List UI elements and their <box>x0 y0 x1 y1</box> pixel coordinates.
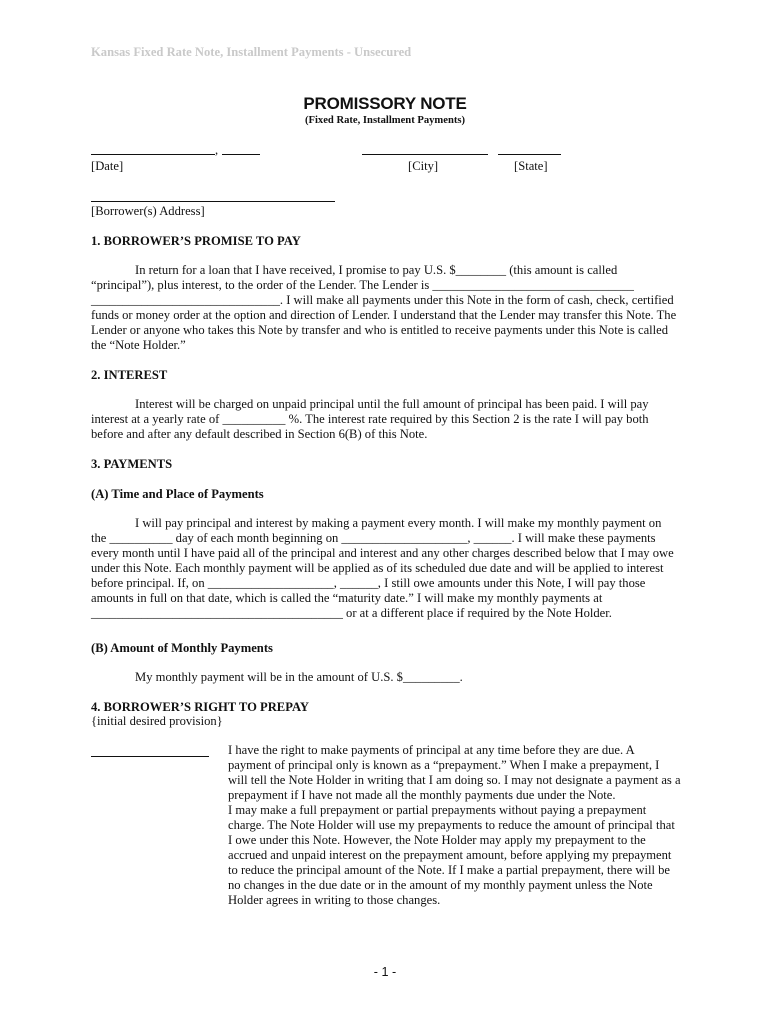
section2-line: before and after any default described in Section 6(B) of this Note. <box>91 427 428 441</box>
city-label: [City] <box>408 159 439 173</box>
section4-line: payment of principal only is known as a “prepayment.” When I make a prepayment, I <box>228 758 660 772</box>
section2-line: Interest will be charged on unpaid principal until the full amount of principal has been paid. I will pay <box>135 397 649 411</box>
section1-paragraph <box>91 263 681 353</box>
initial-blank-line[interactable] <box>91 756 209 757</box>
section4-line: Holder agrees in writing to those changes. <box>228 893 441 907</box>
section3b-heading: (B) Amount of Monthly Payments <box>91 641 273 655</box>
section4-paragraph <box>228 743 688 908</box>
section1-line: the “Note Holder.” <box>91 338 186 352</box>
date-blank-line[interactable] <box>91 154 215 155</box>
section3a-line: the __________ day of each month beginning on ____________________, ______. I will make these payments <box>91 531 656 545</box>
section1-line: Lender or anyone who takes this Note by transfer and who is entitled to receive payments under this Note is called <box>91 323 669 337</box>
section3-heading: 3. PAYMENTS <box>91 457 173 471</box>
section3a-line: ________________________________________ or at a different place if required by the Note Holder. <box>91 606 612 620</box>
section3a-line: every month until I have paid all of the principal and interest and any other charges described below that I may owe <box>91 546 674 560</box>
section4-line: charge. The Note Holder will use my prepayments to reduce the amount of principal that <box>228 818 675 832</box>
section1-line: ______________________________. I will make all payments under this Note in the form of cash, check, certified <box>91 293 674 307</box>
section2-line: interest at a yearly rate of __________ %. The interest rate required by this Section 2 is the rate I will pay both <box>91 412 649 426</box>
address-blank-line[interactable] <box>91 201 335 202</box>
address-label: [Borrower(s) Address] <box>91 204 205 218</box>
section1-line: funds or money order at the option and direction of Lender. I understand that the Lender may transfer this Note. The <box>91 308 677 322</box>
section3a-line: under this Note. Each monthly payment will be applied as of its scheduled due date and will be applied to interest <box>91 561 664 575</box>
city-blank-line[interactable] <box>362 154 488 155</box>
section4-line: I have the right to make payments of principal at any time before they are due. A <box>228 743 635 757</box>
section4-line: I owe under this Note. However, the Note Holder may apply my prepayment to the <box>228 833 646 847</box>
section1-line: In return for a loan that I have received, I promise to pay U.S. $________ (this amount is called <box>135 263 618 277</box>
running-header: Kansas Fixed Rate Note, Installment Payments - Unsecured <box>91 45 412 59</box>
section3b-paragraph <box>91 670 681 685</box>
date-comma: , <box>215 143 219 157</box>
section3a-line: amounts in full on that date, which is called the “maturity date.” I will make my monthly payments at <box>91 591 603 605</box>
section3a-line: before principal. If, on ____________________, ______, I still owe amounts under this Note, I will pay those <box>91 576 646 590</box>
section4-heading: 4. BORROWER’S RIGHT TO PREPAY <box>91 700 309 714</box>
section3b-line: My monthly payment will be in the amount of U.S. $_________. <box>135 670 463 684</box>
section4-line: I may make a full prepayment or partial prepayments without paying a prepayment <box>228 803 647 817</box>
section1-line: “principal”), plus interest, to the order of the Lender. The Lender is ________________________________ <box>91 278 634 292</box>
state-blank-line[interactable] <box>498 154 561 155</box>
section4-note: {initial desired provision} <box>91 714 223 728</box>
section4-line: prepayment if I have not made all the monthly payments due under the Note. <box>228 788 616 802</box>
state-label: [State] <box>514 159 548 173</box>
section4-line: will tell the Note Holder in writing that I am doing so. I may not designate a payment as a <box>228 773 681 787</box>
section3a-line: I will pay principal and interest by making a payment every month. I will make my monthly payment on <box>135 516 662 530</box>
document-title: PROMISSORY NOTE <box>303 94 467 113</box>
section1-heading: 1. BORROWER’S PROMISE TO PAY <box>91 234 301 248</box>
section4-line: to reduce the principal amount of the Note. If I make a partial prepayment, there will be <box>228 863 671 877</box>
section2-paragraph <box>91 397 681 442</box>
page-number: - 1 - <box>373 965 397 979</box>
date-label: [Date] <box>91 159 124 173</box>
year-blank-line[interactable] <box>222 154 260 155</box>
section3a-heading: (A) Time and Place of Payments <box>91 487 264 501</box>
section4-line: accrued and unpaid interest on the prepayment amount, before applying my prepayment <box>228 848 672 862</box>
section3a-paragraph <box>91 516 681 621</box>
section4-line: no changes in the due date or in the amount of my monthly payment unless the Note <box>228 878 653 892</box>
document-subtitle: (Fixed Rate, Installment Payments) <box>304 115 466 126</box>
section2-heading: 2. INTEREST <box>91 368 168 382</box>
